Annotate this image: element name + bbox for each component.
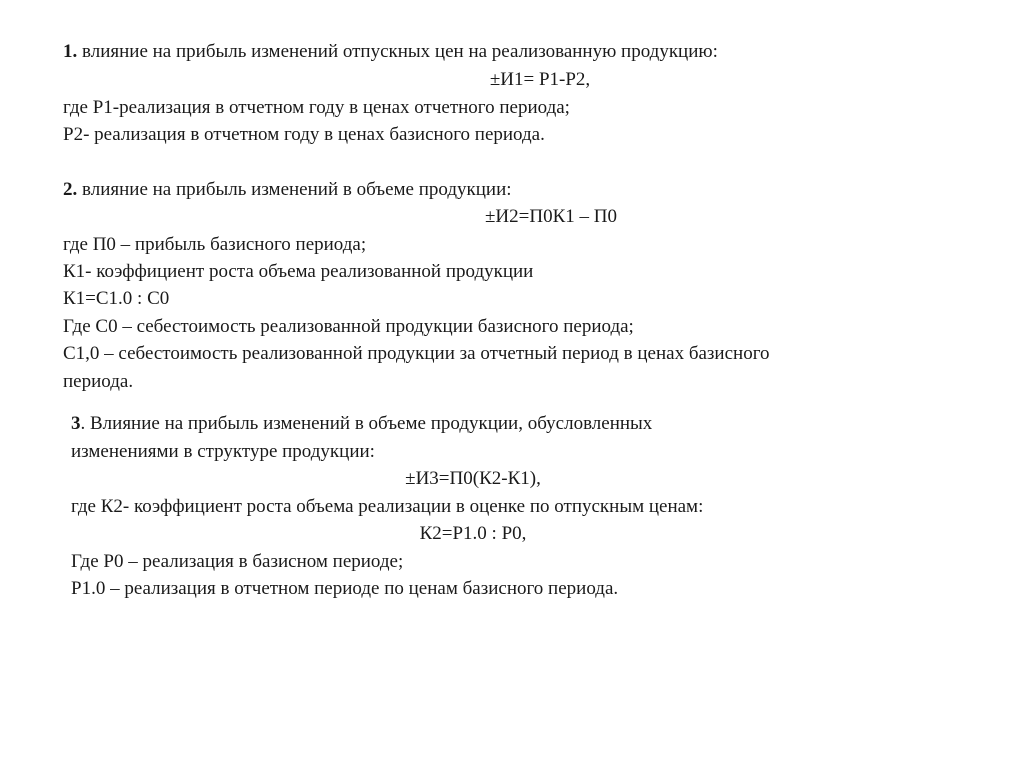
section-1-title: влияние на прибыль изменений отпускных цен на реализованную продукцию: (77, 41, 718, 62)
section-2-line-5: С1,0 – себестоимость реализованной продукции за отчетный период в ценах базисного (63, 343, 770, 364)
section-2-formula: ±И2=П0К1 – П0 (485, 206, 617, 227)
section-3-title-2: изменениями в структуре продукции: (71, 441, 375, 462)
section-3-line-2: Р1.0 – реализация в отчетном периоде по ценам базисного периода. (71, 578, 619, 599)
section-2-line-1: где П0 – прибыль базисного периода; (63, 234, 367, 255)
section-1-line-1: где Р1-реализация в отчетном году в ценах отчетного периода; (63, 97, 570, 118)
section-3-formula-1: ±И3=П0(К2-К1), (405, 468, 541, 489)
section-3-heading (71, 413, 652, 435)
section-1-formula: ±И1= Р1-Р2, (489, 69, 591, 90)
section-2-line-4: Где С0 – себестоимость реализованной продукции базисного периода; (63, 316, 634, 337)
section-3-title-1: . Влияние на прибыль изменений в объеме продукции, обусловленных (80, 413, 653, 434)
section-2-line-2: К1- коэффициент роста объема реализованной продукции (63, 261, 534, 282)
section-2-title: влияние на прибыль изменений в объеме продукции: (77, 179, 512, 200)
section-2-line-3: К1=С1.0 : С0 (63, 288, 170, 309)
section-1-heading (63, 41, 718, 63)
section-3-line-k2: где К2- коэффициент роста объема реализации в оценке по отпускным ценам: (71, 496, 704, 517)
section-1-number: 1. (63, 41, 78, 62)
section-1-line-2: Р2- реализация в отчетном году в ценах базисного периода. (63, 124, 545, 145)
section-3-formula-2: К2=Р1.0 : Р0, (419, 523, 527, 544)
section-2-line-6: периода. (63, 371, 134, 392)
section-3-number: 3 (71, 413, 81, 434)
section-2-number: 2. (63, 179, 78, 200)
section-2-heading (63, 179, 512, 201)
section-3-line-1: Где Р0 – реализация в базисном периоде; (71, 551, 404, 572)
